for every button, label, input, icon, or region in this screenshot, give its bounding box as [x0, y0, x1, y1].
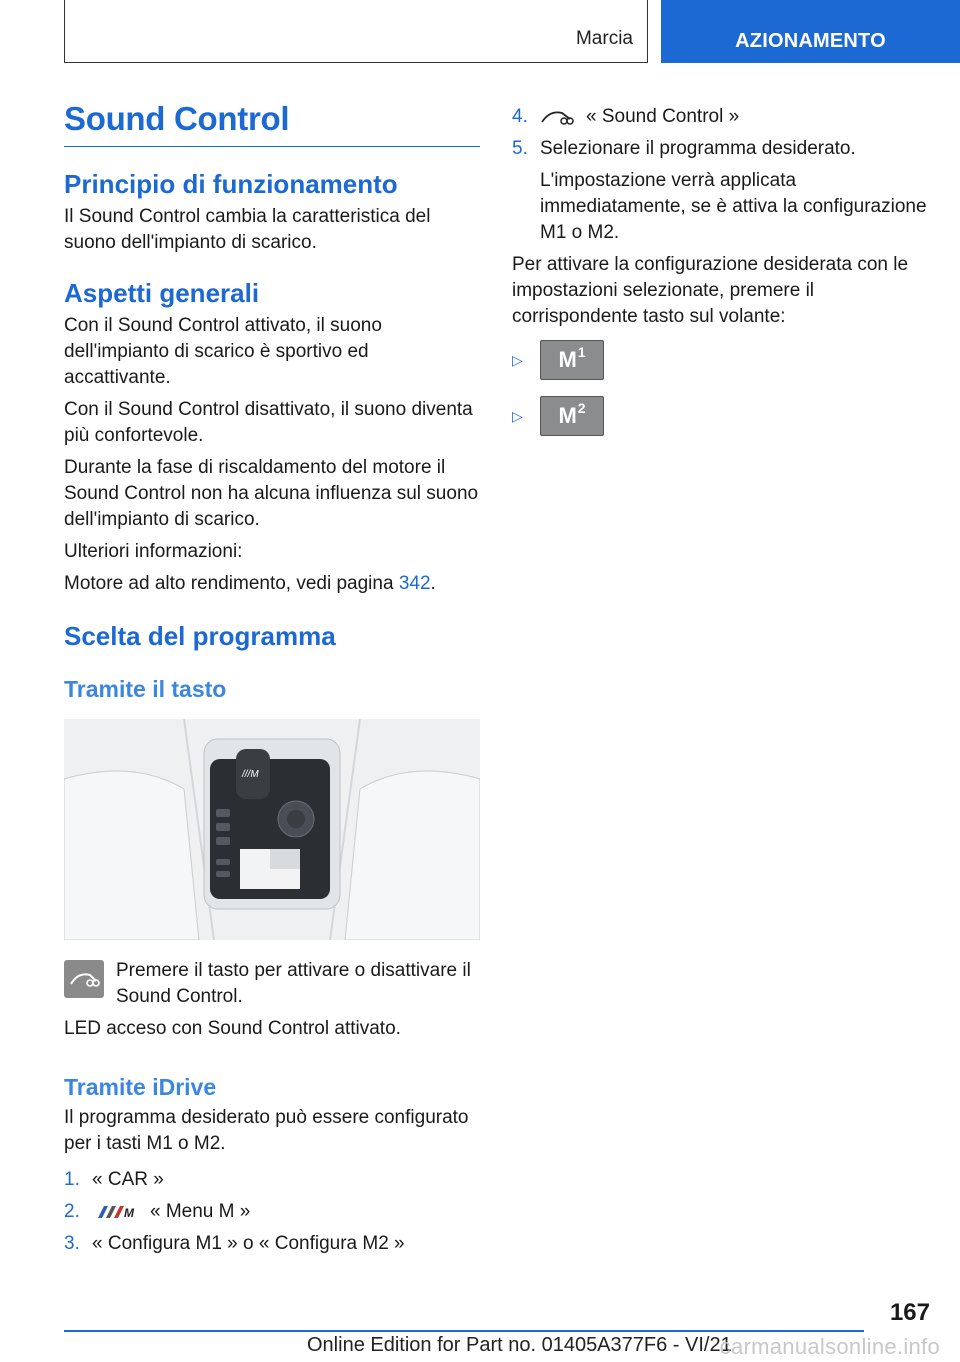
page-title: Sound Control	[64, 100, 480, 147]
key-number: 2	[577, 400, 586, 416]
key-label: M	[558, 347, 577, 372]
sound-control-icon	[64, 960, 104, 998]
activate-text: Per attivare la configurazione desiderata con le impostazioni selezionate, premere il corrispondente tasto sul volante:	[512, 254, 909, 327]
general-paragraph-3: Durante la fase di riscaldamento del motore il Sound Control non ha alcuna influenza sul suono dell'impianto di scarico.	[64, 457, 479, 530]
step-number: 1.	[64, 1169, 80, 1190]
bullet-triangle-icon: ▷	[512, 351, 523, 368]
watermark: carmanualsonline.info	[719, 1334, 940, 1359]
bullet-triangle-icon: ▷	[512, 407, 523, 424]
m2-key-bullet	[512, 396, 932, 436]
idrive-text: Il programma desiderato può essere configurato per i tasti M1 o M2.	[64, 1107, 469, 1154]
note-text: Premere il tasto per attivare o disattivare il Sound Control.	[116, 960, 471, 1007]
step-number: 4.	[512, 106, 528, 127]
step-5	[512, 136, 932, 162]
page-number: 167	[889, 1299, 930, 1326]
principle-heading: Principio di funzionamento	[64, 169, 398, 199]
sound-control-note	[64, 958, 480, 1010]
right-column	[512, 104, 932, 436]
header-chapter-tab: AZIONAMENTO	[661, 0, 960, 63]
general-heading: Aspetti generali	[64, 278, 260, 308]
m2-key-icon	[540, 396, 604, 436]
general-paragraph-4: Ulteriori informazioni:	[64, 541, 243, 562]
header-section-box	[64, 0, 648, 63]
steps-list	[64, 1167, 480, 1257]
m1-key-icon	[540, 340, 604, 380]
console-illustration	[64, 719, 480, 940]
step-3	[64, 1231, 480, 1257]
step-number: 2.	[64, 1201, 80, 1222]
via-button-heading: Tramite il tasto	[64, 676, 227, 702]
step-2	[64, 1199, 480, 1225]
reference-text: Motore ad alto rendimento, vedi pagina	[64, 573, 399, 594]
general-paragraph-2: Con il Sound Control disattivato, il suono diventa più confortevole.	[64, 399, 473, 446]
step-number: 5.	[512, 138, 528, 159]
principle-text: Il Sound Control cambia la caratteristica del suono dell'impianto di scarico.	[64, 206, 431, 253]
left-column	[64, 100, 480, 1263]
step-number: 3.	[64, 1233, 80, 1254]
sound-control-small-icon	[540, 108, 576, 126]
step-text: « Menu M »	[150, 1201, 251, 1222]
svg-text:///M: ///M	[242, 769, 259, 780]
program-heading: Scelta del programma	[64, 621, 336, 651]
svg-text:M: M	[124, 1206, 134, 1219]
key-label: M	[558, 403, 577, 428]
step-5-detail: L'impostazione verrà applicata immediatamente, se è attiva la configurazione M1 o M2.	[540, 170, 927, 243]
step-text: « Configura M1 » o « Configura M2 »	[92, 1233, 405, 1254]
general-paragraph-1: Con il Sound Control attivato, il suono dell'impianto di scarico è sportivo ed accattivante.	[64, 315, 382, 388]
step-text: « CAR »	[92, 1169, 164, 1190]
center-console-photo	[64, 719, 480, 940]
footer-edition: Online Edition for Part no. 01405A377F6 - VI/21	[307, 1334, 732, 1356]
header-section-title: Marcia	[575, 28, 633, 49]
general-paragraph-5	[64, 571, 480, 597]
reference-end: .	[430, 573, 436, 594]
page-reference-link[interactable]: 342	[398, 573, 431, 594]
m1-key-bullet	[512, 340, 932, 380]
via-idrive-heading: Tramite iDrive	[64, 1074, 217, 1100]
m-menu-icon	[92, 1205, 140, 1219]
step-text: « Sound Control »	[586, 106, 740, 127]
led-text: LED acceso con Sound Control attivato.	[64, 1018, 401, 1039]
footer-divider	[64, 1330, 864, 1332]
step-text: Selezionare il programma desiderato.	[540, 138, 856, 159]
step-4	[512, 104, 932, 130]
key-number: 1	[577, 344, 586, 360]
step-1	[64, 1167, 480, 1193]
